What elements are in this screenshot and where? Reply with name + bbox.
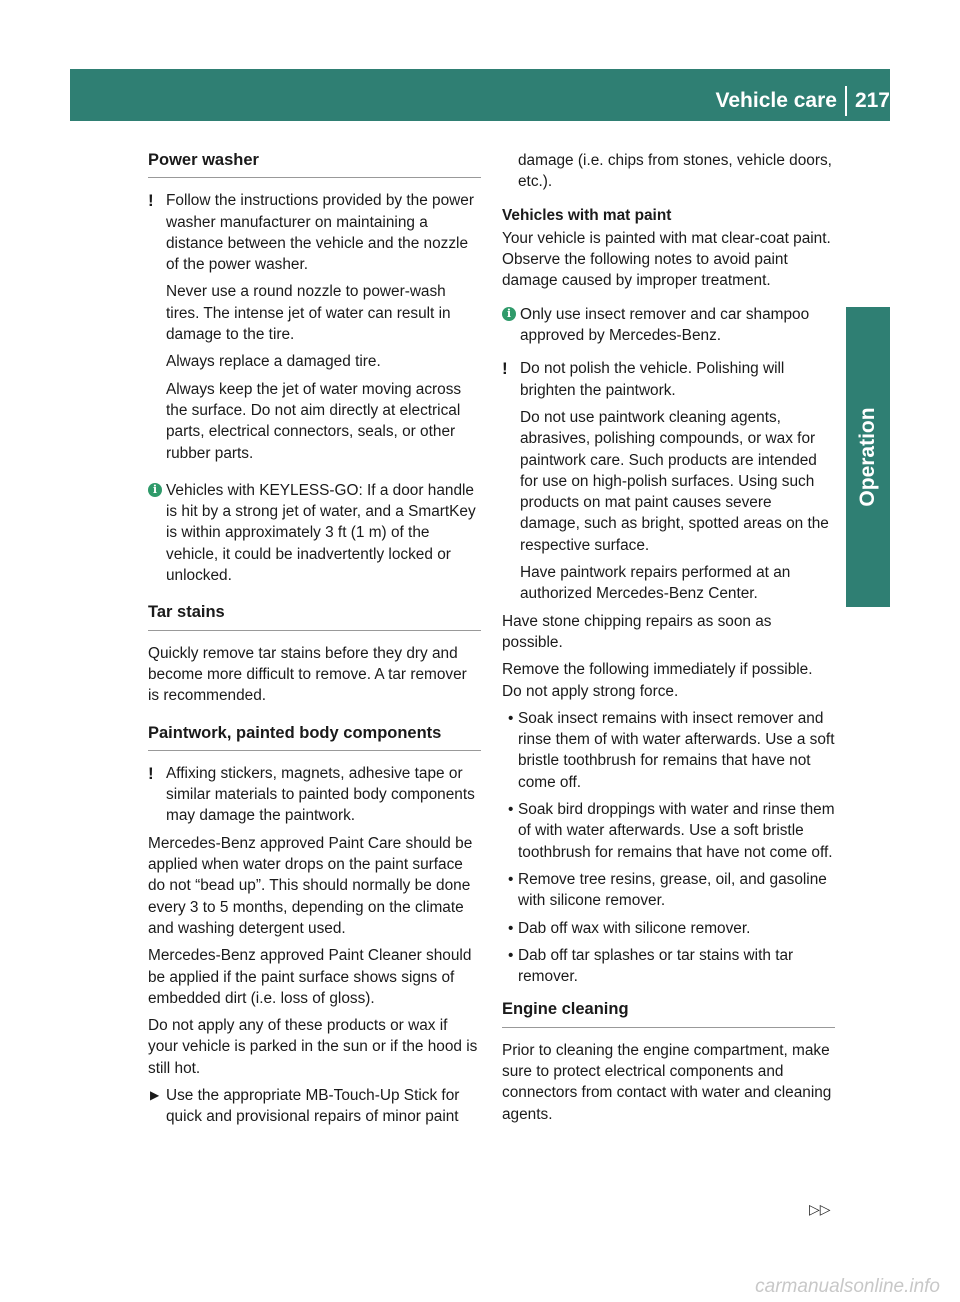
paint-care-text: Mercedes-Benz approved Paint Care should be applied when water drops on the paint surface do not “bead up”. This should normally be done every 3 to 5 months, depending on the climate and washing detergent used. (148, 834, 473, 937)
header-separator (845, 86, 847, 116)
heading-engine-cleaning: Engine cleaning (502, 999, 835, 1027)
info-text: Vehicles with KEYLESS-GO: If a door handle is hit by a strong jet of water, and a SmartKey is within approximately 3 ft (1 m) of the vehicle, it could be inadvertently locked or unlocked. (166, 481, 476, 585)
list-item: • Soak bird droppings with water and rinse them of with water afterwards. Use a soft bristle toothbrush for remains that have not come off. (508, 801, 835, 861)
engine-cleaning-text: Prior to cleaning the engine compartment, make sure to protect electrical components and connectors from contact with water and cleaning agents. (502, 1041, 832, 1123)
watermark: carmanualsonline.info (755, 1276, 940, 1297)
step-arrow-icon: ▶ (150, 1087, 160, 1102)
page-number: 217 (854, 89, 890, 112)
remove-intro-text: Remove the following immediately if possible. Do not apply strong force. (502, 661, 813, 700)
list-item-text: Remove tree resins, grease, oil, and gasoline with silicone remover. (518, 870, 827, 910)
paint-cleaner-text: Mercedes-Benz approved Paint Cleaner should be applied if the paint surface shows signs of embedded dirt (i.e. loss of gloss). (148, 947, 472, 1007)
continue-arrow-icon: ▷▷ (809, 1201, 831, 1217)
info-icon: i (148, 483, 162, 497)
warning-note (502, 358, 835, 604)
warning-text: Affixing stickers, magnets, adhesive tape or similar materials to painted body components may damage the paintwork. (166, 764, 475, 825)
hot-hood-text: Do not apply any of these products or wax if your vehicle is parked in the sun or if the hood is still hot. (148, 1017, 478, 1077)
warning-icon: ! (502, 359, 508, 379)
warning-text: Always replace a damaged tire. (166, 353, 381, 371)
step-text: Use the appropriate MB-Touch-Up Stick for quick and provisional repairs of minor paint (166, 1086, 460, 1126)
info-icon: i (502, 307, 516, 321)
warning-note (148, 190, 481, 464)
list-item: • Soak insect remains with insect remover and rinse them of with water afterwards. Use a soft bristle toothbrush for remains that have not come off. (508, 709, 835, 791)
list-item: • Dab off tar splashes or tar stains with tar remover. (508, 946, 794, 986)
stone-chipping-text: Have stone chipping repairs as soon as possible. (502, 612, 772, 651)
info-text: Only use insect remover and car shampoo approved by Mercedes-Benz. (520, 305, 810, 345)
left-column (148, 150, 481, 1134)
right-column (502, 150, 835, 1131)
side-tab-label: Operation (856, 407, 879, 507)
list-item-text: Dab off wax with silicone remover. (518, 919, 751, 937)
warning-text: Do not polish the vehicle. Polishing will brighten the paintwork. (520, 360, 785, 399)
section-title: Vehicle care (715, 89, 837, 112)
mat-paint-text: Your vehicle is painted with mat clear-coat paint. Observe the following notes to avoid paint damage caused by improper treatment. (502, 229, 831, 290)
list-item-text: Dab off tar splashes or tar stains with tar remover. (518, 946, 794, 986)
heading-power-washer: Power washer (148, 150, 481, 178)
list-item-text: Soak bird droppings with water and rinse them of with water afterwards. Use a soft bristle toothbrush for remains that have not come off. (518, 801, 835, 861)
warning-icon: ! (148, 763, 154, 783)
list-item: • Remove tree resins, grease, oil, and gasoline with silicone remover. (508, 870, 827, 910)
list-item: • Dab off wax with silicone remover. (508, 919, 751, 937)
info-note (148, 480, 481, 586)
warning-text: Have paintwork repairs performed at an authorized Mercedes-Benz Center. (520, 564, 791, 603)
warning-icon: ! (148, 191, 154, 211)
warning-text: Do not use paintwork cleaning agents, abrasives, polishing compounds, or wax for paintwork care. Such products are intended for use on high-polish surfaces. Using such products on mat paint causes severe damage, such as bright, spotted areas on the respective surface. (520, 408, 829, 554)
warning-text: Follow the instructions provided by the power washer manufacturer on maintaining a distance between the vehicle and the nozzle of the power washer. (166, 192, 474, 274)
warning-text: Never use a round nozzle to power-wash tires. The intense jet of water can result in damage to the tire. (166, 283, 451, 344)
instruction-step (148, 1085, 481, 1128)
list-item-text: Soak insect remains with insect remover and rinse them of with water afterwards. Use a soft bristle toothbrush for remains that have not come off. (518, 709, 835, 791)
header-title-block (716, 86, 890, 116)
info-note (502, 304, 835, 347)
tar-stains-text: Quickly remove tar stains before they dry and become more difficult to remove. A tar remover is recommended. (148, 644, 467, 705)
continued-text: damage (i.e. chips from stones, vehicle doors, etc.). (518, 152, 832, 191)
warning-text: Always keep the jet of water moving across the surface. Do not aim directly at electrical parts, electrical connectors, seals, or other rubber parts. (166, 380, 462, 462)
heading-mat-paint: Vehicles with mat paint (502, 206, 672, 224)
warning-note (148, 763, 481, 827)
heading-paintwork: Paintwork, painted body components (148, 723, 481, 751)
heading-tar-stains: Tar stains (148, 602, 481, 630)
